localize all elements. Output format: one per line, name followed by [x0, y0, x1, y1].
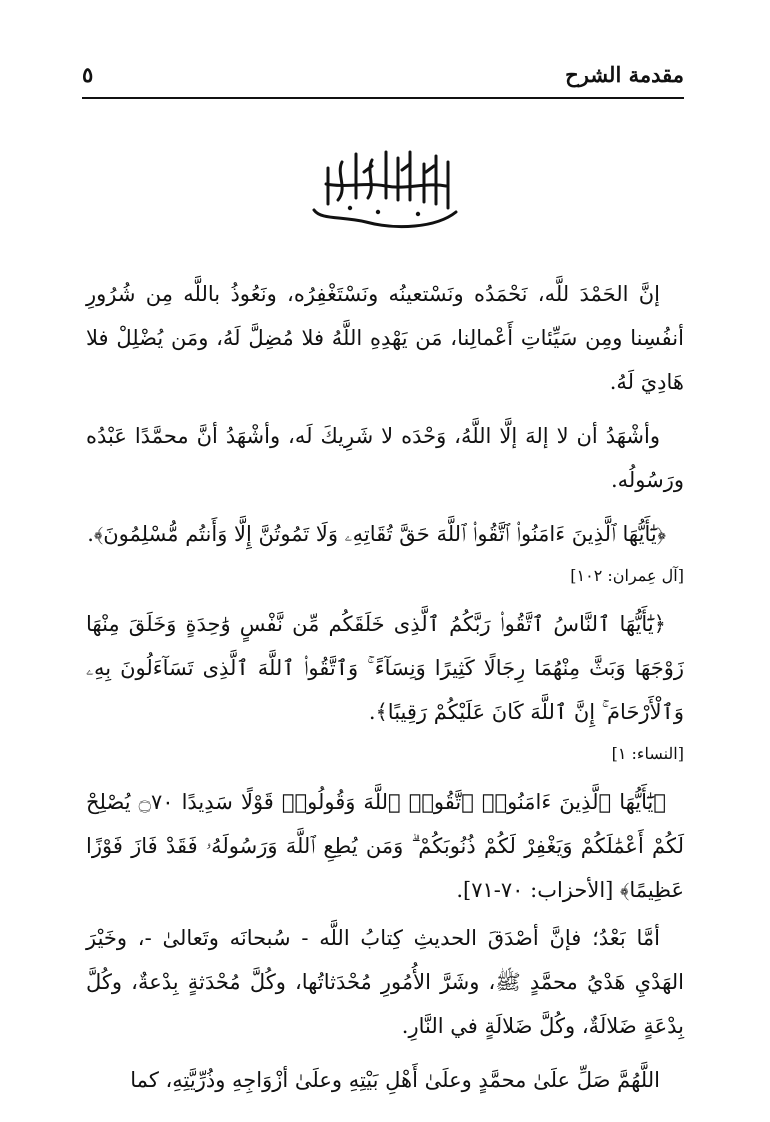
header-rule — [82, 97, 684, 99]
quran-verse-1: ﴿يَٰٓأَيُّهَا ٱلَّذِينَ ءَامَنُوا۟ ٱتَّقُوا۟ ٱللَّهَ حَقَّ تُقَاتِهِۦ وَلَا تَمُوتُنَّ إِلَّا وَأَنتُم مُّسْلِمُونَ﴾. — [87, 522, 666, 546]
basmala-calligraphy-drawing — [306, 142, 464, 232]
basmala-calligraphy — [306, 142, 464, 232]
paragraph-salawat: اللَّهُمَّ صَلِّ علَىٰ محمَّدٍ وعلَىٰ أَهْلِ بَيْتِهِ وعلَىٰ أزْوَاجِهِ وذُرِّيَّتِهِ، كما — [130, 1068, 660, 1092]
quran-verse-2: ﴿يَٰٓأَيُّهَا ٱلنَّاسُ ٱتَّقُوا۟ رَبَّكُمُ ٱلَّذِى خَلَقَكُم مِّن نَّفْسٍ وَٰحِدَةٍ وَخَلَقَ مِنْهَا زَوْجَهَا وَبَثَّ مِنْهُمَا رِجَالًا كَثِيرًا وَنِسَآءً ۚ وَٱتَّقُوا۟ ٱللَّهَ ٱلَّذِى تَسَآءَلُونَ بِهِۦ وَٱلْأَرْحَامَ ۚ إِنَّ ٱللَّهَ كَانَ عَلَيْكُمْ رَقِيبًا﴾. — [86, 612, 684, 724]
page-number: ٥ — [82, 62, 94, 87]
running-title: مقدمة الشرح — [565, 62, 684, 87]
paragraph-opening-praise: إنَّ الحَمْدَ للَّه، نَحْمَدُه ونَسْتعينُه ونَسْتَغْفِرُه، ونَعُوذُ باللَّه مِن شُرُورِ أنفُسِنا ومِن سَيِّئاتِ أَعْمالِنا، مَن يَهْدِهِ اللَّهُ فلا مُضِلَّ لَهُ، ومَن يُضْلِلْ فلا هَادِيَ لَهُ. — [86, 282, 684, 394]
verse-reference-1: [آل عِمران: ١٠٢] — [570, 566, 684, 585]
paragraph-shahada: وأشْهَدُ أن لا إلهَ إلَّا اللَّهُ، وَحْدَه لا شَرِيكَ لَه، وأشْهَدُ أنَّ محمَّدًا عَبْدُه ورَسُولُه. — [86, 424, 684, 492]
paragraph-amma-bad: أمَّا بَعْدُ؛ فإنَّ أصْدَقَ الحديثِ كِتابُ اللَّه - سُبحانَه وتَعالىٰ -، وخَيْرَ الهَدْيِ هَدْيُ محمَّدٍ ﷺ، وشَرَّ الأُمُورِ مُحْدَثاتُها، وكُلَّ مُحْدَثةٍ بِدْعةٌ، وكُلَّ بِدْعَةٍ ضَلالَةٌ، وكُلَّ ضَلالَةٍ في النَّارِ. — [86, 926, 684, 1038]
verse-reference-2: [النساء: ١] — [611, 744, 684, 763]
page-header — [82, 60, 684, 94]
page-body — [86, 272, 684, 1112]
quran-verse-3: ﴿يَٰٓأَيُّهَا ٱلَّذِينَ ءَامَنُوا۟ ٱتَّقُوا۟ ٱللَّهَ وَقُولُوا۟ قَوْلًا سَدِيدًا ۝٧٠ يُصْلِحْ لَكُمْ أَعْمَٰلَكُمْ وَيَغْفِرْ لَكُمْ ذُنُوبَكُمْ ۗ وَمَن يُطِعِ ٱللَّهَ وَرَسُولَهُۥ فَقَدْ فَازَ فَوْزًا عَظِيمًا﴾ [الأحزاب: ٧٠-٧١]. — [86, 790, 684, 902]
